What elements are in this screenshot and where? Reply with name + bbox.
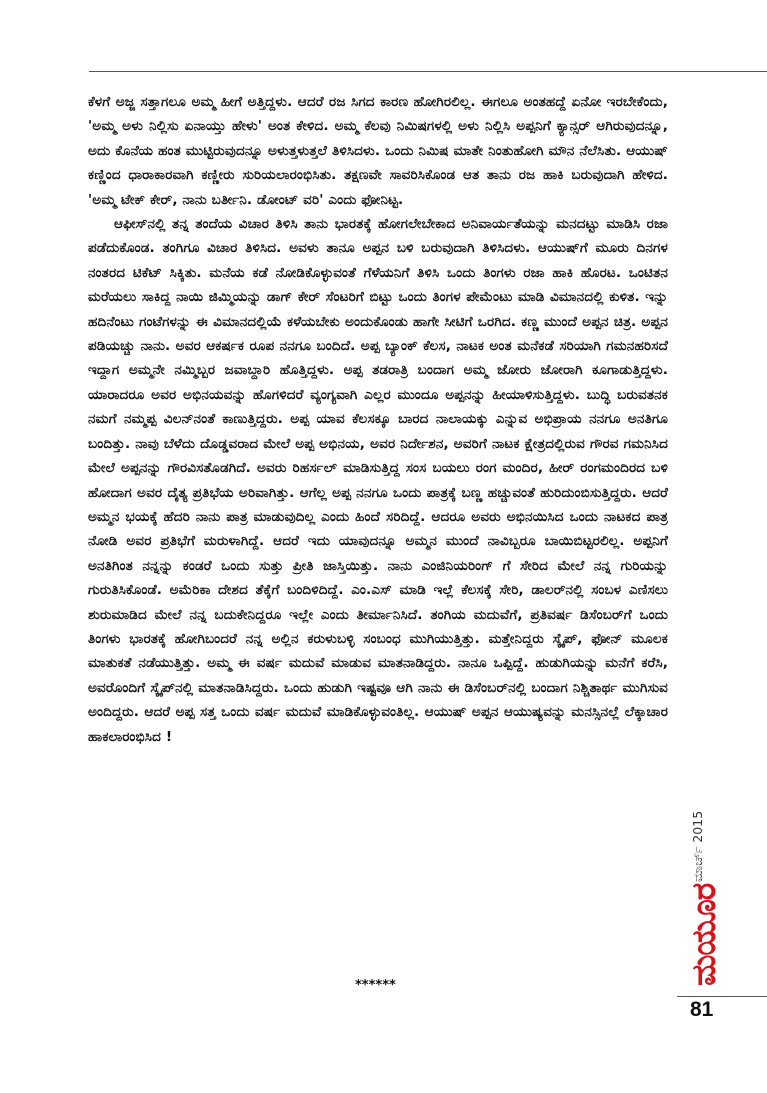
paragraph-2: ಆಫೀಸ್‌ನಲ್ಲಿ ತನ್ನ ತಂದೆಯ ವಿಚಾರ ತಿಳಿಸಿ ತಾನು ಭಾರತಕ್ಕೆ ಹೋಗಲೇಬೇಕಾದ ಅನಿವಾರ್ಯತೆಯನ್ನು ಮನದಟ್ಟು ಮಾಡಿಸಿ ರಜಾ ಪಡೆದುಕೊಂಡ. ತಂಗಿಗೂ ವಿಚಾರ ತಿಳಿಸಿದ. ಅವಳು ತಾನೂ ಅಪ್ಪನ ಬಳಿ ಬರುವುದಾಗಿ ತಿಳಿಸಿದಳು. ಆಯುಷ್‌ಗೆ ಮೂರು ದಿನಗಳ ನಂತರದ ಟಿಕೆಟ್ ಸಿಕ್ಕಿತು. ಮನೆಯ ಕಡೆ ನೋಡಿಕೊಳ್ಳುವಂತೆ ಗೆಳೆಯನಿಗೆ ತಿಳಿಸಿ ಒಂದು ತಿಂಗಳು ರಜಾ ಹಾಕಿ ಹೊರಟ. ಒಂಟಿತನ ಮರೆಯಲು ಸಾಕಿದ್ದ ನಾಯಿ ಜಿಮ್ಮಿಯನ್ನು ಡಾಗ್ ಕೇರ್ ಸೆಂಟರಿಗೆ ಬಿಟ್ಟು ಒಂದು ತಿಂಗಳ ಪೇಮೆಂಟು ಮಾಡಿ ವಿಮಾನದಲ್ಲಿ ಕುಳಿತ. ಇನ್ನು ಹದಿನೆಂಟು ಗಂಟೆಗಳನ್ನು ಈ ವಿಮಾನದಲ್ಲಿಯೆ ಕಳೆಯಬೇಕು ಅಂದುಕೊಂಡು ಹಾಗೇ ಸೀಟಿಗೆ ಒರಗಿದ. ಕಣ್ಣ ಮುಂದೆ ಅಪ್ಪನ ಚಿತ್ರ. ಅಪ್ಪನ ಪಡಿಯಚ್ಚು ನಾನು. ಅವರ ಆಕರ್ಷಕ ರೂಪ ನನಗೂ ಬಂದಿದೆ. ಅಪ್ಪ ಬ್ಯಾಂಕ್ ಕೆಲಸ, ನಾಟಕ ಅಂತ ಮನೆಕಡೆ ಸರಿಯಾಗಿ ಗಮನಹರಿಸದೆ ಇದ್ದಾಗ ಅಮ್ಮನೇ ನಮ್ಮಿಬ್ಬರ ಜವಾಬ್ದಾರಿ ಹೊತ್ತಿದ್ದಳು. ಅಪ್ಪ ತಡರಾತ್ರಿ ಬಂದಾಗ ಅಮ್ಮ ಜೋರು ಜೋರಾಗಿ ಕೂಗಾಡುತ್ತಿದ್ದಳು. ಯಾರಾದರೂ ಅವರ ಅಭಿನಯವನ್ನು ಹೊಗಳಿದರೆ ವ್ಯಂಗ್ಯವಾಗಿ ಎಲ್ಲರ ಮುಂದೂ ಅಪ್ಪನನ್ನು ಹೀಯಾಳಿಸುತ್ತಿದ್ದಳು. ಬುದ್ಧಿ ಬರುವತನಕ ನಮಗೆ ನಮ್ಮಪ್ಪ ವಿಲನ್‌ನಂತೆ ಕಾಣುತ್ತಿದ್ದರು. ಅಪ್ಪ ಯಾವ ಕೆಲಸಕ್ಕೂ ಬಾರದ ನಾಲಾಯಕ್ಕು ಎನ್ನುವ ಅಭಿಪ್ರಾಯ ನನಗೂ ಅನತಿಗೂ ಬಂದಿತ್ತು. ನಾವು ಬೆಳೆದು ದೊಡ್ಡವರಾದ ಮೇಲೆ ಅಪ್ಪ ಅಭಿನಯ, ಅವರ ನಿರ್ದೇಶನ, ಅವರಿಗೆ ನಾಟಕ ಕ್ಷೇತ್ರದಲ್ಲಿರುವ ಗೌರವ ಗಮನಿಸಿದ ಮೇಲೆ ಅಪ್ಪನನ್ನು ಗೌರವಿಸತೊಡಗಿದೆ. ಅವರು ರಿಹರ್ಸಲ್ ಮಾಡಿಸುತ್ತಿದ್ದ ಸಂಸ ಬಯಲು ರಂಗ ಮಂದಿರ, ಹೀರ್ ರಂಗಮಂದಿರದ ಬಳಿ ಹೋದಾಗ ಅವರ ದೈತ್ಯ ಪ್ರತಿಭೆಯ ಅರಿವಾಗಿತ್ತು. ಆಗೆಲ್ಲ ಅಪ್ಪ ನನಗೂ ಒಂದು ಪಾತ್ರಕ್ಕೆ ಬಣ್ಣ ಹಚ್ಚುವಂತೆ ಹುರಿದುಂಬಿಸುತ್ತಿದ್ದರು. ಆದರೆ ಅಮ್ಮನ ಭಯಕ್ಕೆ ಹೆದರಿ ನಾನು ಪಾತ್ರ ಮಾಡುವುದಿಲ್ಲ ಎಂದು ಹಿಂದೆ ಸರಿದಿದ್ದೆ. ಆದರೂ ಅವರು ಅಭಿನಯಿಸಿದ ಒಂದು ನಾಟಕದ ಪಾತ್ರ ನೋಡಿ ಅವರ ಪ್ರತಿಭೆಗೆ ಮರುಳಾಗಿದ್ದೆ. ಆದರೆ ಇದು ಯಾವುದನ್ನೂ ಅಮ್ಮನ ಮುಂದೆ ನಾವಿಬ್ಬರೂ ಬಾಯಿಬಿಟ್ಟರಲಿಲ್ಲ. ಅಪ್ಪನಿಗೆ ಅನತಿಗಿಂತ ನನ್ನನ್ನು ಕಂಡರೆ ಒಂದು ಸುತ್ತು ಪ್ರೀತಿ ಜಾಸ್ತಿಯಿತ್ತು. ನಾನು ಎಂಜಿನಿಯರಿಂಗ್ ಗೆ ಸೇರಿದ ಮೇಲೆ ನನ್ನ ಗುರಿಯನ್ನು ಗುರುತಿಸಿಕೊಂಡೆ. ಅಮೆರಿಕಾ ದೇಶದ ತೆಕ್ಕೆಗೆ ಬಂದಿಳಿದಿದ್ದೆ. ಎಂ.ಎಸ್ ಮಾಡಿ ಇಲ್ಲೆ ಕೆಲಸಕ್ಕೆ ಸೇರಿ, ಡಾಲರ್‌ನಲ್ಲಿ ಸಂಬಳ ಎಣಿಸಲು ಶುರುಮಾಡಿದ ಮೇಲೆ ನನ್ನ ಬದುಕೇನಿದ್ದರೂ ಇಲ್ಲೇ ಎಂದು ತೀರ್ಮಾನಿಸಿದೆ. ತಂಗಿಯ ಮದುವೆಗೆ, ಪ್ರತಿವರ್ಷ ಡಿಸೆಂಬರ್‌ಗೆ ಒಂದು ತಿಂಗಳು ಭಾರತಕ್ಕೆ ಹೋಗಿಬಂದರೆ ನನ್ನ ಅಲ್ಲಿನ ಕರುಳುಬಳ್ಳಿ ಸಂಬಂಧ ಮುಗಿಯುತ್ತಿತ್ತು. ಮತ್ತೇನಿದ್ದರು ಸ್ಕೈಪ್, ಫೋನ್ ಮೂಲಕ ಮಾತುಕತೆ ನಡೆಯುತ್ತಿತ್ತು. ಅಮ್ಮ ಈ ವರ್ಷ ಮದುವೆ ಮಾಡುವ ಮಾತನಾಡಿದ್ದರು. ನಾನೂ ಒಪ್ಪಿದ್ದೆ. ಹುಡುಗಿಯನ್ನು ಮನೆಗೆ ಕರೆಸಿ, ಅವರೊಂದಿಗೆ ಸ್ಕೈಪ್‌ನಲ್ಲಿ ಮಾತನಾಡಿಸಿದ್ದರು. ಒಂದು ಹುಡುಗಿ ಇಷ್ಟವೂ ಆಗಿ ನಾನು ಈ ಡಿಸೆಂಬರ್‌ನಲ್ಲಿ ಬಂದಾಗ ನಿಶ್ಚಿತಾರ್ಥ ಮುಗಿಸುವ ಅಂದಿದ್ದರು. ಆದರೆ ಅಪ್ಪ ಸತ್ತ ಒಂದು ವರ್ಷ ಮದುವೆ ಮಾಡಿಕೊಳ್ಳುವಂತಿಲ್ಲ. ಆಯುಷ್ ಅಪ್ಪನ ಆಯುಷ್ಯವನ್ನು ಮನಸ್ಸಿನಲ್ಲೆ ಲೆಕ್ಕಾಚಾರ ಹಾಕಲಾರಂಭಿಸಿದ ! <box>88 216 668 745</box>
paragraph-1: ಕೆಳಗೆ ಅಜ್ಜ ಸತ್ತಾಗಲೂ ಅಮ್ಮ ಹೀಗೆ ಅತ್ತಿದ್ದಳು. ಆದರೆ ರಜ ಸಿಗದ ಕಾರಣ ಹೋಗಿರಲಿಲ್ಲ. ಈಗಲೂ ಅಂತಹದ್ದೆ ಏನೋ ಇರಬೇಕೆಂದು, 'ಅಮ್ಮ ಅಳು ನಿಲ್ಲಿಸು ಏನಾಯ್ತು ಹೇಳು' ಅಂತ ಕೇಳಿದ. ಅಮ್ಮ ಕೆಲವು ನಿಮಿಷಗಳಲ್ಲಿ ಅಳು ನಿಲ್ಲಿಸಿ ಅಪ್ಪನಿಗೆ ಕ್ಯಾನ್ಸರ್ ಆಗಿರುವುದನ್ನೂ, ಅದು ಕೊನೆಯ ಹಂತ ಮುಟ್ಟಿರುವುದನ್ನೂ ಅಳುತ್ತಳುತ್ತಲೆ ತಿಳಿಸಿದಳು. ಒಂದು ನಿಮಿಷ ಮಾತೇ ನಿಂತುಹೋಗಿ ಮೌನ ನೆಲೆಸಿತು. ಆಯುಷ್ ಕಣ್ಣಿಂದ ಧಾರಾಕಾರವಾಗಿ ಕಣ್ಣೀರು ಸುರಿಯಲಾರಂಭಿಸಿತು. ತಕ್ಷಣವೇ ಸಾವರಿಸಿಕೊಂಡ ಆತ ತಾನು ರಜ ಹಾಕಿ ಬರುವುದಾಗಿ ಹೇಳಿದ. 'ಅಮ್ಮ ಟೇಕ್ ಕೇರ್, ನಾನು ಬರ್ತೀನಿ. ಡೋಂಟ್ ವರಿ' ಎಂದು ಫೋನಿಟ್ಟ. <box>88 94 668 208</box>
issue-date: ಮಾರ್ಚ್ 2015 <box>690 810 705 882</box>
page-number: 81 <box>690 998 714 1021</box>
top-rule <box>89 71 767 72</box>
magazine-logo: ಮಯೂರ <box>684 883 723 986</box>
magazine-sidebar <box>682 798 722 988</box>
end-mark: ****** <box>355 978 396 993</box>
article-body <box>88 90 668 749</box>
page-number-rule <box>677 996 767 997</box>
